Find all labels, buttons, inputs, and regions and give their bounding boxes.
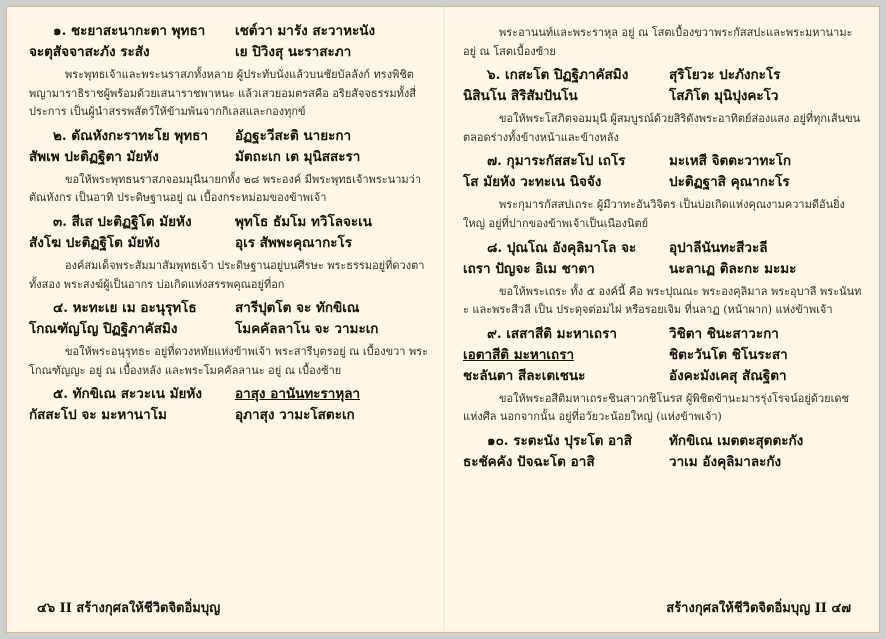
translation-5: พระอานนท์และพระราหุล อยู่ ณ โสตเบื้องขวาพระกัสสปะและพระมหานามะ อยู่ ณ โสตเบื้องซ้าย bbox=[463, 26, 853, 58]
verse-7 bbox=[463, 151, 863, 172]
verse-1-line-2-left: จะตุสัจจาสะภัง ระสัง bbox=[29, 44, 150, 60]
verse-9-line-3-left: ชะลันตา สีละเตเชนะ bbox=[463, 367, 586, 384]
translation-4: ขอให้พระอนุรุทธะ อยู่ที่ดวงหทัยแห่งข้าพเจ้า พระสารีบุตรอยู่ ณ เบื้องขวา พระโกณฑัญญะ อยู่ ณ เบื้องหลัง และพระโมคคัลลานะ อยู่ ณ เบื้องซ้าย bbox=[29, 345, 429, 377]
verse-9-line-1-left: ๙. เสสาสีติ มะหาเถรา bbox=[487, 325, 617, 342]
verse-7-line-2-right: ปะติฏฐาสิ คุณากะโร bbox=[669, 174, 790, 191]
verse-6-line-2-left: นิสินโน สิริสัมปันโน bbox=[463, 88, 578, 105]
verse-6-line-1-left: ๖. เกสะโต ปิฏฐิภาคัสมิง bbox=[487, 67, 629, 84]
verse-1-line-1-right: เชต์วา มารัง สะวาหะนัง bbox=[235, 23, 376, 39]
verse-5-line-1-right: อาสุง อานันทะราหุลา bbox=[235, 386, 361, 403]
verse-3-line-1-right: พุทโธ ธัมโม ทวิโลจะเน bbox=[235, 213, 372, 230]
verse-9b bbox=[463, 345, 863, 366]
verse-2b bbox=[29, 147, 429, 168]
right-page-footer: สร้างกุศลให้ชีวิตจิตอิ่มบุญ II ๔๗ bbox=[666, 601, 851, 616]
translation-7: พระกุมารกัสสปเถระ ผู้มีวาทะอันวิจิตร เป็นบ่อเกิดแห่งคุณงามความดีอันยิ่งใหญ่ อยู่ที่ปากของข้าพเจ้าเป็นเนืองนิตย์ bbox=[463, 198, 845, 230]
verse-10 bbox=[463, 431, 863, 452]
translation-9: ขอให้พระอสีติมหาเถระชินสาวกชิโนรส ผู้พิชิตข้านะมารรุ่งโรจน์อยู่ด้วยเดชแห่งศีล นอกจากนั้น อยู่ที่อวัยวะน้อยใหญ่ (แห่งข้าพเจ้า) bbox=[463, 391, 849, 424]
verse-10-line-1-left: ๑๐. ระตะนัง ปุระโต อาสิ bbox=[487, 432, 632, 449]
verse-10-line-2-right: วาเม อังคุลิมาละกัง bbox=[669, 453, 782, 470]
verse-9 bbox=[463, 324, 863, 345]
verse-6 bbox=[463, 65, 863, 86]
verse-3 bbox=[29, 212, 429, 233]
verse-10-line-1-right: ทักขิเณ เมตตะสุตตะกัง bbox=[669, 432, 804, 449]
verse-2-line-2-right: มัตถะเก เต มุนิสสะรา bbox=[235, 148, 361, 165]
verse-2-line-1-left: ๒. ตัณหังกะราทะโย พุทธา bbox=[53, 127, 208, 144]
verse-3-line-2-right: อุเร สัพพะคุณากะโร bbox=[235, 234, 353, 251]
verse-1 bbox=[29, 21, 429, 42]
verse-6b bbox=[463, 86, 863, 107]
verse-9-line-1-right: วิชิตา ชินะสาวะกา bbox=[669, 325, 779, 342]
verse-2-line-2-left: สัพเพ ปะติฏฐิตา มัยหัง bbox=[29, 148, 159, 165]
verse-8-line-1-left: ๘. ปุณโณ อังคุลิมาโล จะ bbox=[487, 239, 637, 256]
verse-4 bbox=[29, 298, 429, 319]
page-gutter bbox=[443, 7, 445, 632]
verse-1-line-2-right: เย ปิวิงสุ นะราสะภา bbox=[235, 44, 352, 60]
verse-5b bbox=[29, 405, 429, 426]
left-page bbox=[29, 21, 429, 581]
right-page bbox=[463, 21, 863, 581]
verse-10-line-2-left: ธะชัคคัง ปัจฉะโต อาสิ bbox=[463, 453, 595, 470]
verse-6-line-1-right: สุริโยวะ ปะภังกะโร bbox=[669, 67, 781, 84]
book-spread bbox=[6, 6, 880, 633]
verse-4-line-2-left: โกณฑัญโญ ปิฏฐิภาคัสมิง bbox=[29, 321, 178, 338]
translation-8: ขอให้พระเถระ ทั้ง ๕ องค์นี้ คือ พระปุณณะ พระองคุลิมาล พระอุบาลี พระนันทะ และพระสีวลี เป็น ประดุจต่อมไฝ หรือรอยเจิม ที่นลาฏ (หน้าผาก) แห่งข้าพเจ้า bbox=[463, 284, 862, 317]
verse-4-line-1-right: สารีปุตโต จะ ทักขิเณ bbox=[235, 300, 360, 317]
verse-3-line-2-left: สังโฆ ปะติฏฐิโต มัยหัง bbox=[29, 234, 160, 251]
verse-6-line-2-right: โสภิโต มุนิปุงคะโว bbox=[669, 88, 779, 105]
verse-8-line-2-right: นะลาเฏ ติละกะ มะมะ bbox=[669, 260, 797, 277]
verse-2-line-1-right: อัฏฐะวีสะติ นายะกา bbox=[235, 127, 352, 144]
verse-7-line-2-left: โส มัยหัง วะทะเน นิจจัง bbox=[463, 174, 602, 191]
verse-5-line-1-left: ๕. ทักขิเณ สะวะเน มัยหัง bbox=[53, 386, 202, 403]
verse-2 bbox=[29, 126, 429, 147]
verse-1b bbox=[29, 42, 429, 63]
verse-4-line-2-right: โมคคัลลาโน จะ วามะเก bbox=[235, 321, 379, 338]
verse-7b bbox=[463, 172, 863, 193]
translation-3: องค์สมเด็จพระสัมมาสัมพุทธเจ้า ประดิษฐานอยู่บนศีรษะ พระธรรมอยู่ที่ดวงตาทั้งสอง พระสงฆ์ผู้เป็นอากร บ่อเกิดแห่งสรรพคุณอยู่ที่อก bbox=[29, 258, 425, 291]
translation-1: พระพุทธเจ้าและพระนราสภทั้งหลาย ผู้ประทับนั่งแล้วบนชัยบัลลังก์ ทรงพิชิตพญามาราธิราชผู้พร้อมด้วยเสนาราชพาหนะ แล้วเสวยอมตรสคือ อริยสัจจธรรมทั้งสี่ประการ เป็นผู้นำสรรพสัตว์ให้ข้ามพ้นจากกิเลสและกองทุกข์ bbox=[29, 68, 416, 119]
verse-9-line-2-left: เอตาสีติ มะหาเถรา bbox=[463, 346, 575, 363]
translation-6: ขอให้พระโสภิตจอมมุนี ผู้สมบูรณ์ด้วยสิริดังพระอาทิตย์ส่องแสง อยู่ที่ทุกเส้นขน ตลอดร่างทั้งข้างหน้าและข้างหลัง bbox=[463, 112, 861, 144]
verse-8-line-2-left: เถรา ปัญจะ อิเม ชาตา bbox=[463, 260, 595, 277]
verse-5 bbox=[29, 384, 429, 405]
verse-8b bbox=[463, 259, 863, 280]
verse-9c bbox=[463, 366, 863, 387]
verse-8-line-1-right: อุปาลีนันทะสีวะลี bbox=[669, 239, 768, 256]
verse-9-line-3-right: อังคะมังเคสุ สัณฐิตา bbox=[669, 367, 787, 384]
verse-7-line-1-right: มะเหสี จิตตะวาทะโก bbox=[669, 153, 792, 170]
verse-5-line-2-right: อุภาสุง วามะโสตะเก bbox=[235, 407, 355, 424]
verse-7-line-1-left: ๗. กุมาระกัสสะโป เถโร bbox=[487, 153, 626, 170]
verse-3b bbox=[29, 233, 429, 254]
verse-8 bbox=[463, 238, 863, 259]
verse-1-line-1-left: ๑. ชะยาสะนากะตา พุทธา bbox=[53, 23, 206, 39]
verse-4b bbox=[29, 319, 429, 340]
verse-4-line-1-left: ๔. หะทะเย เม อะนุรุทโธ bbox=[53, 300, 197, 317]
verse-10b bbox=[463, 452, 863, 473]
verse-9-line-2-right: ชิตะวันโต ชิโนระสา bbox=[669, 346, 788, 363]
left-page-footer: ๔๖ II สร้างกุศลให้ชีวิตจิตอิ่มบุญ bbox=[37, 601, 221, 616]
verse-5-line-2-left: กัสสะโป จะ มะหานาโม bbox=[29, 407, 167, 424]
translation-2: ขอให้พระพุทธนราสภจอมมุนีนายกทั้ง ๒๘ พระองค์ มีพระพุทธเจ้าพระนามว่าตัณหังกร เป็นอาทิ ประดิษฐานอยู่ ณ เบื้องกระหม่อมของข้าพเจ้า bbox=[29, 172, 422, 205]
verse-3-line-1-left: ๓. สีเส ปะติฏฐิโต มัยหัง bbox=[53, 213, 192, 230]
